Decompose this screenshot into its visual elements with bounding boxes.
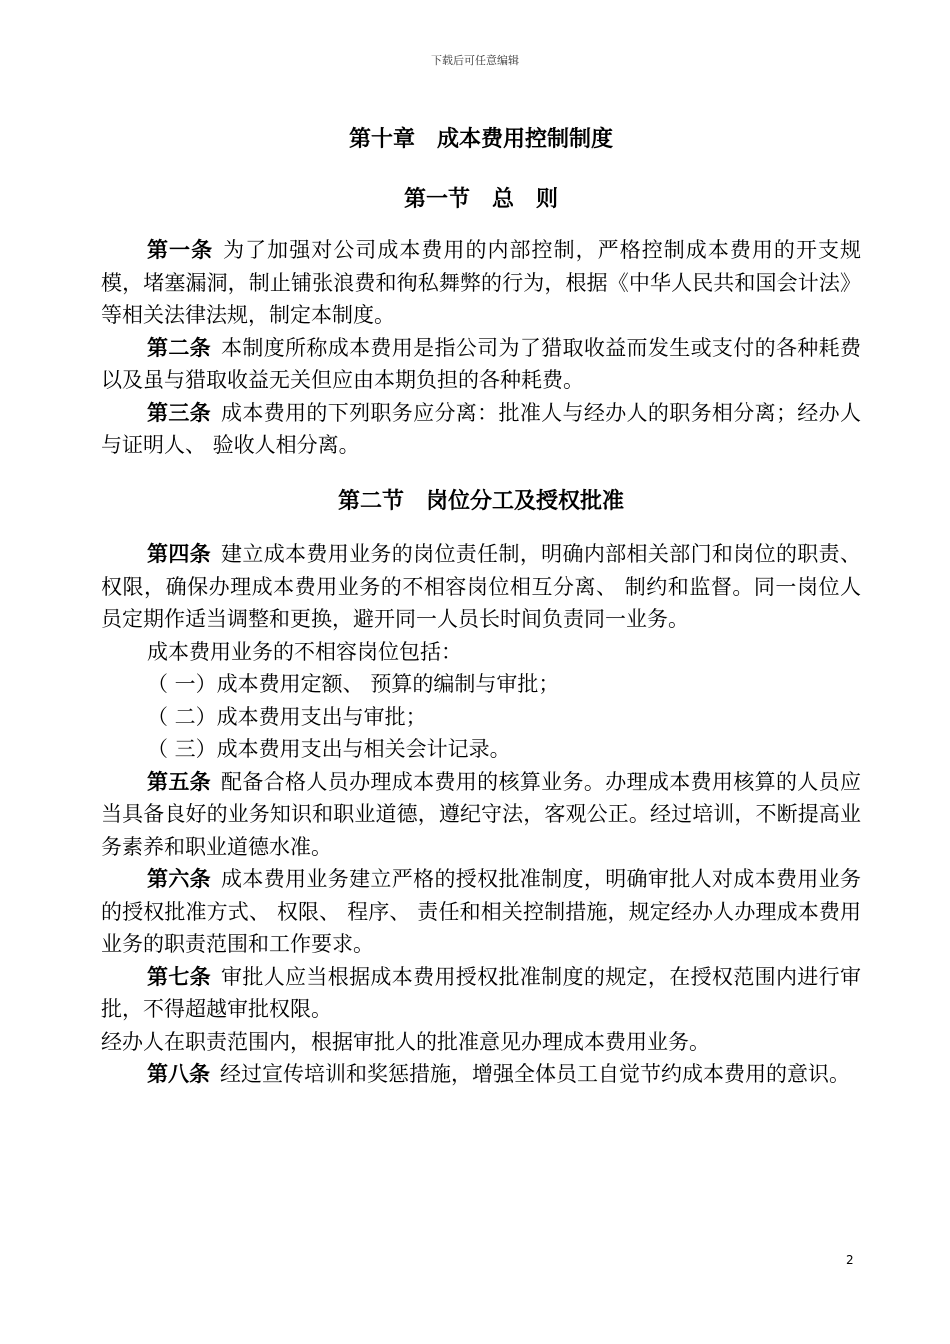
chapter-title: 第十章 成本费用控制制度 xyxy=(348,127,613,152)
article-label: 第五条 xyxy=(147,769,212,794)
article-text: 为了加强对公司成本费用的内部控制，严格控制成本费用的开支规模，堵塞漏洞，制止铺张浪费和徇私舞弊的行为，根据《中华人民共和国会计法》等相关法律法规，制定本制度。 xyxy=(101,238,862,327)
article-label: 第六条 xyxy=(147,867,212,891)
page-number: 2 xyxy=(846,1253,854,1267)
article-label: 第四条 xyxy=(147,542,212,566)
article-text: 成本费用业务建立严格的授权批准制度，明确审批人对成本费用业务的授权批准方式、 权限、 程序、 责任和相关控制措施，规定经办人办理成本费用业务的职责范围和工作要求。 xyxy=(101,867,861,956)
article-5 xyxy=(101,766,861,864)
incompatible-item: （ 三）成本费用支出与相关会计记录。 xyxy=(147,737,511,761)
article-3 xyxy=(101,397,861,462)
section-roles-body xyxy=(101,538,861,1091)
article-text: 配备合格人员办理成本费用的核算业务。办理成本费用核算的人员应当具备良好的业务知识和职业道德，遵纪守法，客观公正。经过培训，不断提高业务素养和职业道德水准。 xyxy=(101,769,861,859)
article-4 xyxy=(101,538,861,636)
incompatible-item: （ 二）成本费用支出与审批； xyxy=(147,704,427,729)
article-label: 第二条 xyxy=(147,335,212,360)
article-1 xyxy=(101,234,861,332)
article-7-extra: 经办人在职责范围内，根据审批人的批准意见办理成本费用业务。 xyxy=(101,1029,710,1054)
article-2 xyxy=(101,332,861,397)
section-title-general: 第一节 总 则 xyxy=(403,187,558,212)
article-text: 建立成本费用业务的岗位责任制，明确内部相关部门和岗位的职责、 权限，确保办理成本费用业务的不相容岗位相互分离、 制约和监督。同一岗位人员定期作适当调整和更换，避开同一人员长时间负责同一业务。 xyxy=(101,542,861,631)
section-title-roles: 第二节 岗位分工及授权批准 xyxy=(337,489,624,514)
article-label: 第七条 xyxy=(147,964,212,989)
header-note: 下载后可任意编辑 xyxy=(431,54,519,67)
article-text: 本制度所称成本费用是指公司为了猎取收益而发生或支付的各种耗费以及虽与猎取收益无关但应由本期负担的各种耗费。 xyxy=(101,335,861,392)
article-text: 经过宣传培训和奖惩措施，增强全体员工自觉节约成本费用的意识。 xyxy=(220,1062,850,1086)
article-8 xyxy=(101,1058,861,1091)
article-text: 成本费用的下列职务应分离：批准人与经办人的职务相分离；经办人与证明人、 验收人相分离。 xyxy=(101,400,861,457)
article-label: 第八条 xyxy=(147,1062,210,1086)
article-label: 第三条 xyxy=(147,400,212,425)
incompatible-intro: 成本费用业务的不相容岗位包括： xyxy=(147,639,462,664)
article-text: 审批人应当根据成本费用授权批准制度的规定，在授权范围内进行审批，不得超越审批权限。 xyxy=(101,964,861,1021)
article-7 xyxy=(101,961,861,1026)
article-6 xyxy=(101,863,861,961)
article-label: 第一条 xyxy=(147,238,214,262)
section-general-body xyxy=(101,234,861,462)
incompatible-item: （ 一）成本费用定额、 预算的编制与审批； xyxy=(147,672,560,696)
